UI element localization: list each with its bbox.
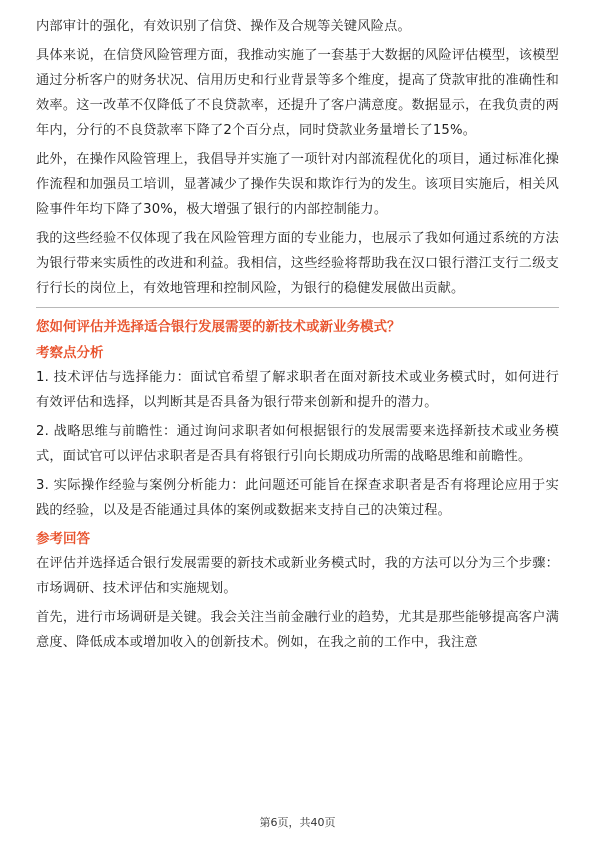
answer-paragraph: 首先，进行市场调研是关键。我会关注当前金融行业的趋势，尤其是那些能够提高客户满意度、降低成本或增加收入的创新技术。例如，在我之前的工作中，我注意 — [36, 610, 559, 650]
analysis-point: 1. 技术评估与选择能力：面试官希望了解求职者在面对新技术或业务模式时，如何进行有效评估和选择，以判断其是否具备为银行带来创新和提升的潜力。 — [36, 370, 559, 410]
analysis-point: 3. 实际操作经验与案例分析能力：此问题还可能旨在探查求职者是否有将理论应用于实践的经验，以及是否能通过具体的案例或数据来支持自己的决策过程。 — [36, 478, 559, 518]
answer-paragraph: 在评估并选择适合银行发展需要的新技术或新业务模式时，我的方法可以分为三个步骤：市场调研、技术评估和实施规划。 — [36, 556, 559, 596]
body-paragraph: 内部审计的强化，有效识别了信贷、操作及合规等关键风险点。 — [36, 19, 411, 34]
answer-heading: 参考回答 — [36, 531, 90, 547]
question-heading: 您如何评估并选择适合银行发展需要的新技术或新业务模式？ — [36, 319, 401, 335]
section-divider — [36, 307, 559, 308]
document-page — [36, 14, 559, 659]
analysis-heading: 考察点分析 — [36, 345, 104, 361]
analysis-point: 2. 战略思维与前瞻性：通过询问求职者如何根据银行的发展需要来选择新技术或业务模式，面试官可以评估求职者是否具有将银行引向长期成功所需的战略思维和前瞻性。 — [36, 424, 559, 464]
body-paragraph: 此外，在操作风险管理上，我倡导并实施了一项针对内部流程优化的项目，通过标准化操作流程和加强员工培训，显著减少了操作失误和欺诈行为的发生。该项目实施后，相关风险事件年均下降了30%，极大增强了银行的内部控制能力。 — [36, 152, 559, 217]
page-footer: 第6页，共40页 — [259, 816, 336, 829]
body-paragraph: 我的这些经验不仅体现了我在风险管理方面的专业能力，也展示了我如何通过系统的方法为银行带来实质性的改进和利益。我相信，这些经验将帮助我在汉口银行潜江支行二级支行行长的岗位上，有效地管理和控制风险，为银行的稳健发展做出贡献。 — [36, 231, 559, 296]
body-paragraph: 具体来说，在信贷风险管理方面，我推动实施了一套基于大数据的风险评估模型，该模型通过分析客户的财务状况、信用历史和行业背景等多个维度，提高了贷款审批的准确性和效率。这一改革不仅降低了不良贷款率，还提升了客户满意度。数据显示，在我负责的两年内，分行的不良贷款率下降了2个百分点，同时贷款业务量增长了15%。 — [36, 48, 559, 138]
